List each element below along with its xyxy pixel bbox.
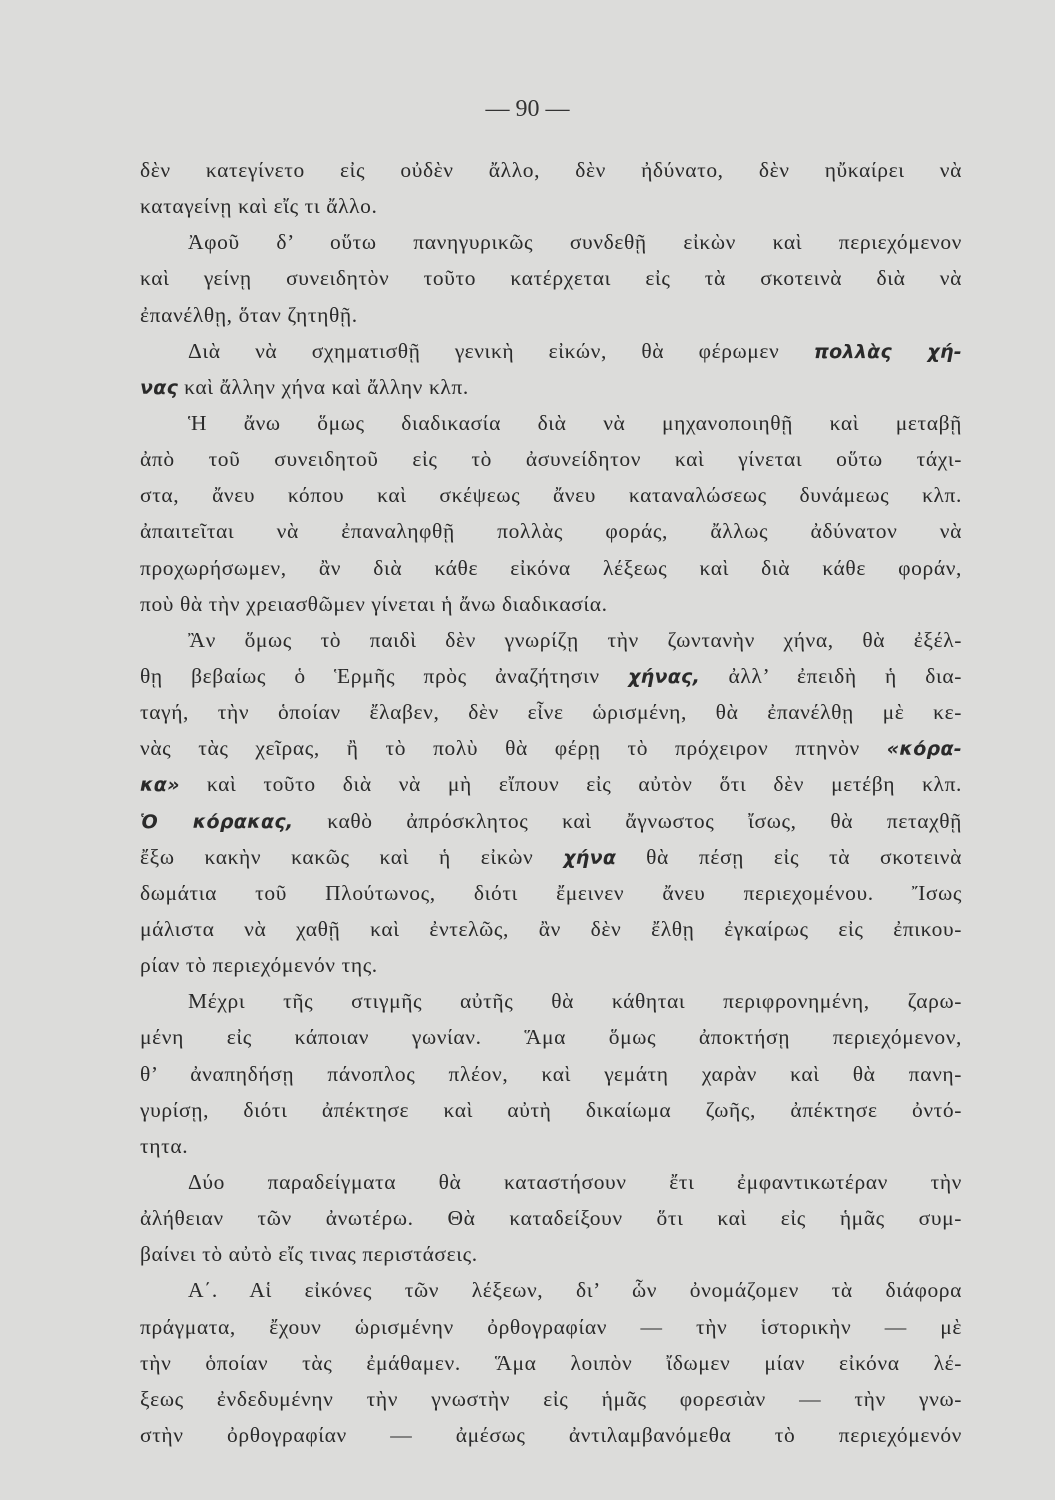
body-text — [140, 152, 962, 1453]
text-line: προχωρήσωμεν, ἂν διὰ κάθε εἰκόνα λέξεως καὶ διὰ κάθε φοράν, — [140, 555, 962, 580]
text-line: μάλιστα νὰ χαθῇ καὶ ἐντελῶς, ἂν δὲν ἔλθῃ ἐγκαίρως εἰς ἐπικου- — [140, 916, 962, 941]
text-line: Μέχρι τῆς στιγμῆς αὐτῆς θὰ κάθηται περιφρονημένη, ζαρω- — [188, 989, 962, 1014]
text-line: ρίαν τὸ περιεχόμενόν της. — [140, 953, 378, 978]
text-line: ἀλήθειαν τῶν ἀνωτέρω. Θὰ καταδείξουν ὅτι καὶ εἰς ἡμᾶς συμ- — [140, 1206, 962, 1231]
text-line: ταγή, τὴν ὁποίαν ἔλαβεν, δὲν εἶνε ὡρισμένη, θὰ ἐπανέλθῃ μὲ κε- — [140, 700, 962, 725]
text-line: θ’ ἀναπηδήσῃ πάνοπλος πλέον, καὶ γεμάτη χαρὰν καὶ θὰ πανη- — [140, 1061, 962, 1086]
bold-phrase: χήνας, — [628, 665, 701, 688]
text-line: νας καὶ ἄλλην χήνα καὶ ἄλλην κλπ. — [140, 374, 469, 399]
text-line: στὴν ὀρθογραφίαν — ἀμέσως ἀντιλαμβανόμεθα τὸ περιεχόμενόν — [140, 1422, 962, 1447]
text-line: ἔξω κακὴν κακῶς καὶ ἡ εἰκὼν χήνα θὰ πέσῃ εἰς τὰ σκοτεινὰ — [140, 844, 962, 869]
text-line: ποὺ θὰ τὴν χρειασθῶμεν γίνεται ἡ ἄνω διαδικασία. — [140, 591, 608, 616]
text-line: Ἡ ἄνω ὅμως διαδικασία διὰ νὰ μηχανοποιηθῇ καὶ μεταβῇ — [188, 410, 962, 435]
text-line: ξεως ἐνδεδυμένην τὴν γνωστὴν εἰς ἡμᾶς φορεσιὰν — τὴν γνω- — [140, 1386, 962, 1411]
text-line: νὰς τὰς χεῖρας, ἢ τὸ πολὺ θὰ φέρῃ τὸ πρόχειρον πτηνὸν «κόρα- — [140, 736, 962, 761]
bold-phrase: πολλὰς χή- — [813, 340, 962, 363]
bold-phrase: νας — [140, 376, 179, 399]
page-number: — 90 — — [485, 96, 570, 122]
bold-phrase: κα» — [140, 774, 180, 797]
text-line: δωμάτια τοῦ Πλούτωνος, διότι ἔμεινεν ἄνευ περιεχομένου. Ἴσως — [140, 880, 962, 905]
text-line: Ἀφοῦ δ’ οὕτω πανηγυρικῶς συνδεθῇ εἰκὼν καὶ περιεχόμενον — [188, 230, 962, 255]
text-line: τὴν ὁποίαν τὰς ἐμάθαμεν. Ἅμα λοιπὸν ἴδωμεν μίαν εἰκόνα λέ- — [140, 1350, 962, 1375]
text-line: μένη εἰς κάποιαν γωνίαν. Ἅμα ὅμως ἀποκτήσῃ περιεχόμενον, — [140, 1025, 962, 1050]
text-line: γυρίσῃ, διότι ἀπέκτησε καὶ αὐτὴ δικαίωμα ζωῆς, ἀπέκτησε ὀντό- — [140, 1097, 962, 1122]
text-line: ἐπανέλθῃ, ὅταν ζητηθῇ. — [140, 302, 358, 327]
text-line: δὲν κατεγίνετο εἰς οὐδὲν ἄλλο, δὲν ἠδύνατο, δὲν ηὔκαίρει νὰ — [140, 158, 962, 182]
text-line: καταγείνῃ καὶ εἴς τι ἄλλο. — [140, 194, 378, 219]
text-line: Ὁ κόρακας, καθὸ ἀπρόσκλητος καὶ ἄγνωστος ἴσως, θὰ πεταχθῇ — [140, 808, 962, 833]
text-line: στα, ἄνευ κόπου καὶ σκέψεως ἄνευ καταναλώσεως δυνάμεως κλπ. — [140, 483, 962, 508]
text-line: Διὰ νὰ σχηματισθῇ γενικὴ εἰκών, θὰ φέρωμεν πολλὰς χή- — [188, 338, 962, 363]
text-line: Α΄. Αἱ εἰκόνες τῶν λέξεων, δι’ ὧν ὀνομάζομεν τὰ διάφορα — [188, 1278, 962, 1303]
text-line: τητα. — [140, 1133, 189, 1158]
text-line: ἀπὸ τοῦ συνειδητοῦ εἰς τὸ ἀσυνείδητον καὶ γίνεται οὕτω τάχι- — [140, 447, 962, 472]
text-line: καὶ γείνῃ συνειδητὸν τοῦτο κατέρχεται εἰς τὰ σκοτεινὰ διὰ νὰ — [140, 266, 962, 291]
bold-phrase: «κόρα- — [886, 738, 962, 761]
text-line: Ἂν ὅμως τὸ παιδὶ δὲν γνωρίζῃ τὴν ζωντανὴν χήνα, θὰ ἐξέλ- — [188, 627, 962, 652]
bold-phrase: Ὁ κόρακας, — [140, 810, 294, 833]
bold-phrase: χήνα — [563, 846, 617, 869]
text-line: ἀπαιτεῖται νὰ ἐπαναληφθῇ πολλὰς φοράς, ἄλλως ἀδύνατον νὰ — [140, 519, 962, 544]
text-line: κα» καὶ τοῦτο διὰ νὰ μὴ εἴπουν εἰς αὐτὸν ὅτι δὲν μετέβη κλπ. — [140, 772, 962, 797]
text-line: βαίνει τὸ αὐτὸ εἴς τινας περιστάσεις. — [140, 1242, 478, 1267]
text-line: θῃ βεβαίως ὁ Ἑρμῆς πρὸς ἀναζήτησιν χήνας, ἀλλ’ ἐπειδὴ ἡ δια- — [140, 663, 962, 688]
text-line: Δύο παραδείγματα θὰ καταστήσουν ἔτι ἐμφαντικωτέραν τὴν — [188, 1169, 962, 1194]
text-line: πράγματα, ἔχουν ὡρισμένην ὀρθογραφίαν — τὴν ἱστορικὴν — μὲ — [140, 1314, 962, 1339]
